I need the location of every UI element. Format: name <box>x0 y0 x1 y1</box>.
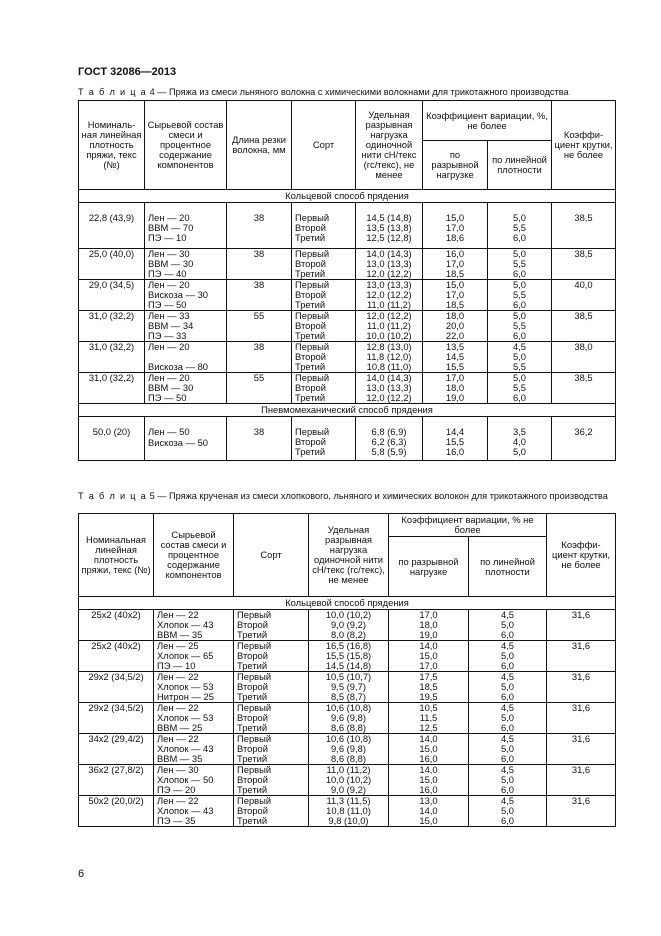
composition-cell: Лен — 50 Вискоза — 50 <box>145 417 227 461</box>
density-cell: 29х2 (34,5/2) <box>79 703 154 734</box>
var-load-cell: 16,0 17,0 18,5 <box>423 249 488 280</box>
var-load-cell: 13,5 14,5 15,5 <box>423 342 488 373</box>
var-density-cell: 5,0 5,5 6,0 <box>488 203 552 249</box>
table-row <box>79 311 616 342</box>
t5-header-density: Номинальная линейная плотность пряжи, текс (№) <box>79 514 154 597</box>
t5-header-grade: Сорт <box>234 514 309 597</box>
var-density-cell: 4,5 5,0 6,0 <box>469 610 547 641</box>
var-density-cell: 4,5 5,0 6,0 <box>469 703 547 734</box>
length-cell: 38 <box>227 417 292 461</box>
grade-cell: Первый Второй Третий <box>292 342 356 373</box>
document-number: ГОСТ 32086—2013 <box>78 66 177 78</box>
table-row <box>79 703 616 734</box>
length-cell: 55 <box>227 311 292 342</box>
table-row <box>79 342 616 373</box>
table5-header <box>79 514 616 597</box>
t4-header-twist: Коэффи-циент крутки, не более <box>552 101 616 190</box>
twist-cell: 38,5 <box>552 203 616 249</box>
t4-section-pneumo: Пневмомеханический способ прядения <box>79 404 616 417</box>
composition-cell: Лен — 30 ВВМ — 30 ПЭ — 40 <box>145 249 227 280</box>
var-load-cell: 14,0 15,0 16,0 <box>389 765 469 796</box>
density-cell: 25х2 (40х2) <box>79 610 154 641</box>
twist-cell: 31,6 <box>547 641 616 672</box>
density-cell: 31,0 (32,2) <box>79 342 145 373</box>
composition-cell: Лен — 22 Хлопок — 43 ВВМ — 35 <box>154 734 234 765</box>
composition-cell: Лен — 20 ВВМ — 30 ПЭ — 50 <box>145 373 227 404</box>
grade-cell: Первый Второй Третий <box>234 610 309 641</box>
table-row <box>79 765 616 796</box>
var-load-cell: 14,0 15,0 17,0 <box>389 641 469 672</box>
twist-cell: 31,6 <box>547 796 616 827</box>
density-cell: 29,0 (34,5) <box>79 280 145 311</box>
strength-cell: 14,5 (14,8) 13,5 (13,8) 12,5 (12,8) <box>356 203 423 249</box>
density-cell: 22,8 (43,9) <box>79 203 145 249</box>
composition-cell: Лен — 22 Хлопок — 43 ВВМ — 35 <box>154 610 234 641</box>
var-load-cell: 15,0 17,0 18,6 <box>423 203 488 249</box>
table5-caption <box>78 491 616 502</box>
table-row <box>79 610 616 641</box>
var-density-cell: 4,5 5,0 6,0 <box>469 641 547 672</box>
table-row <box>79 641 616 672</box>
density-cell: 31,0 (32,2) <box>79 373 145 404</box>
twist-cell: 38,5 <box>552 249 616 280</box>
var-density-cell: 5,0 5,5 6,0 <box>488 311 552 342</box>
length-cell: 38 <box>227 203 292 249</box>
density-cell: 31,0 (32,2) <box>79 311 145 342</box>
strength-cell: 10,6 (10,8) 9,6 (9,8) 8,6 (8,8) <box>309 703 389 734</box>
t4-header-strength: Удельная разрывная нагрузка одиночной нити сН/текс (гс/текс), не менее <box>356 101 423 190</box>
t4-header-composition: Сырьевой состав смеси и процентное содержание компонентов <box>145 101 227 190</box>
t5-header-variation: Коэффициент вариации, % не более <box>389 514 547 537</box>
composition-cell: Лен — 22 Хлопок — 53 ВВМ — 25 <box>154 703 234 734</box>
var-density-cell: 5,0 5,5 6,0 <box>488 249 552 280</box>
composition-cell: Лен — 22 Хлопок — 53 Нитрон — 25 <box>154 672 234 703</box>
table-row <box>79 373 616 404</box>
composition-cell: Лен — 20 Вискоза — 30 ПЭ — 50 <box>145 280 227 311</box>
length-cell: 38 <box>227 249 292 280</box>
strength-cell: 16,5 (16,8) 15,5 (15,8) 14,5 (14,8) <box>309 641 389 672</box>
grade-cell: Первый Второй Третий <box>234 765 309 796</box>
table-row <box>79 672 616 703</box>
var-load-cell: 18,0 20,0 22,0 <box>423 311 488 342</box>
t5-header-strength: Удельная разрывная нагрузка одиночной нити сН/текс (гс/текс), не менее <box>309 514 389 597</box>
strength-cell: 12,8 (13,0) 11,8 (12,0) 10,8 (11,0) <box>356 342 423 373</box>
twist-cell: 38,5 <box>552 373 616 404</box>
density-cell: 29х2 (34,5/2) <box>79 672 154 703</box>
var-density-cell: 4,5 5,0 6,0 <box>469 765 547 796</box>
strength-cell: 14,0 (14,3) 13,0 (13,3) 12,0 (12,2) <box>356 249 423 280</box>
twist-cell: 31,6 <box>547 703 616 734</box>
composition-cell: Лен — 33 ВВМ — 34 ПЭ — 33 <box>145 311 227 342</box>
strength-cell: 14,0 (14,3) 13,0 (13,3) 12,0 (12,2) <box>356 373 423 404</box>
grade-cell: Первый Второй Третий <box>292 311 356 342</box>
grade-cell: Первый Второй Третий <box>292 249 356 280</box>
var-load-cell: 15,0 17,0 18,5 <box>423 280 488 311</box>
var-load-cell: 17,0 18,0 19,0 <box>389 610 469 641</box>
twist-cell: 36,2 <box>552 417 616 461</box>
var-density-cell: 5,0 5,5 6,0 <box>488 280 552 311</box>
grade-cell: Первый Второй Третий <box>292 417 356 461</box>
table5-label: Т а б л и ц а <box>78 491 148 501</box>
table-row <box>79 203 616 249</box>
var-density-cell: 4,5 5,0 6,0 <box>469 796 547 827</box>
t4-header-var-density: по линейной плотности <box>488 141 552 190</box>
t5-header-composition: Сырьевой состав смеси и процентное содержание компонентов <box>154 514 234 597</box>
var-load-cell: 13,0 14,0 15,0 <box>389 796 469 827</box>
strength-cell: 10,5 (10,7) 9,5 (9,7) 8,5 (8,7) <box>309 672 389 703</box>
t4-header-density: Номиналь-ная линейная плотность пряжи, текс (№) <box>79 101 145 190</box>
composition-cell: Лен — 20 Вискоза — 80 <box>145 342 227 373</box>
table-row <box>79 417 616 461</box>
twist-cell: 31,6 <box>547 734 616 765</box>
table-row <box>79 734 616 765</box>
table4-label: Т а б л и ц а <box>78 87 148 97</box>
density-cell: 50х2 (20,0/2) <box>79 796 154 827</box>
strength-cell: 6,8 (6,9) 6,2 (6,3) 5,8 (5,9) <box>356 417 423 461</box>
table4-header <box>79 101 616 190</box>
page-number: 6 <box>78 868 85 880</box>
length-cell: 38 <box>227 280 292 311</box>
table5-title: 5 — Пряжа крученая из смеси хлопкового, льняного и химических волокон для трикотажного производства <box>149 491 608 501</box>
strength-cell: 12,0 (12,2) 11,0 (11,2) 10,0 (10,2) <box>356 311 423 342</box>
twist-cell: 31,6 <box>547 610 616 641</box>
strength-cell: 13,0 (13,3) 12,0 (12,2) 11,0 (11,2) <box>356 280 423 311</box>
twist-cell: 31,6 <box>547 765 616 796</box>
twist-cell: 31,6 <box>547 672 616 703</box>
grade-cell: Первый Второй Третий <box>234 672 309 703</box>
strength-cell: 11,0 (11,2) 10,0 (10,2) 9,0 (9,2) <box>309 765 389 796</box>
var-load-cell: 17,0 18,0 19,0 <box>423 373 488 404</box>
var-density-cell: 4,5 5,0 6,0 <box>469 734 547 765</box>
table4-title: 4 — Пряжа из смеси льняного волокна с химическими волокнами для трикотажного производства <box>149 87 569 97</box>
grade-cell: Первый Второй Третий <box>234 641 309 672</box>
composition-cell: Лен — 20 ВВМ — 70 ПЭ — 10 <box>145 203 227 249</box>
density-cell: 34х2 (29,4/2) <box>79 734 154 765</box>
var-load-cell: 17,5 18,5 19,5 <box>389 672 469 703</box>
grade-cell: Первый Второй Третий <box>292 203 356 249</box>
t5-header-twist: Коэффи-циент крутки, не более <box>547 514 616 597</box>
twist-cell: 40,0 <box>552 280 616 311</box>
var-density-cell: 4,5 5,0 6,0 <box>469 672 547 703</box>
t4-header-length: Длина резки волокна, мм <box>227 101 292 190</box>
composition-cell: Лен — 22 Хлопок — 43 ПЭ — 35 <box>154 796 234 827</box>
grade-cell: Первый Второй Третий <box>234 796 309 827</box>
density-cell: 25х2 (40х2) <box>79 641 154 672</box>
table5 <box>78 513 616 827</box>
table-row <box>79 280 616 311</box>
twist-cell: 38,0 <box>552 342 616 373</box>
length-cell: 38 <box>227 342 292 373</box>
table-row <box>79 249 616 280</box>
t4-header-variation: Коэффициент вариации, %, не более <box>423 101 552 141</box>
table4-caption <box>78 87 618 98</box>
strength-cell: 10,0 (10,2) 9,0 (9,2) 8,0 (8,2) <box>309 610 389 641</box>
grade-cell: Первый Второй Третий <box>292 373 356 404</box>
t4-header-grade: Сорт <box>292 101 356 190</box>
var-density-cell: 5,0 5,5 6,0 <box>488 373 552 404</box>
strength-cell: 11,3 (11,5) 10,8 (11,0) 9,8 (10,0) <box>309 796 389 827</box>
grade-cell: Первый Второй Третий <box>234 734 309 765</box>
strength-cell: 10,6 (10,8) 9,6 (9,8) 8,6 (8,8) <box>309 734 389 765</box>
t4-section-ring: Кольцевой способ прядения <box>79 190 616 203</box>
var-load-cell: 14,4 15,5 16,0 <box>423 417 488 461</box>
t5-header-var-load: по разрывной нагрузке <box>389 537 469 597</box>
var-load-cell: 10,5 11,5 12,5 <box>389 703 469 734</box>
t4-header-var-load: по разрывной нагрузке <box>423 141 488 190</box>
grade-cell: Первый Второй Третий <box>292 280 356 311</box>
grade-cell: Первый Второй Третий <box>234 703 309 734</box>
twist-cell: 38,5 <box>552 311 616 342</box>
table4 <box>78 100 616 461</box>
composition-cell: Лен — 25 Хлопок — 65 ПЭ — 10 <box>154 641 234 672</box>
var-density-cell: 4,5 5,0 5,5 <box>488 342 552 373</box>
var-load-cell: 14,0 15,0 16,0 <box>389 734 469 765</box>
density-cell: 36х2 (27,8/2) <box>79 765 154 796</box>
density-cell: 50,0 (20) <box>79 417 145 461</box>
var-density-cell: 3,5 4,0 5,0 <box>488 417 552 461</box>
length-cell: 55 <box>227 373 292 404</box>
t5-header-var-density: по линейной плотности <box>469 537 547 597</box>
table-row <box>79 796 616 827</box>
composition-cell: Лен — 30 Хлопок — 50 ПЭ — 20 <box>154 765 234 796</box>
t5-section-ring: Кольцевой способ прядения <box>79 597 616 610</box>
density-cell: 25,0 (40,0) <box>79 249 145 280</box>
